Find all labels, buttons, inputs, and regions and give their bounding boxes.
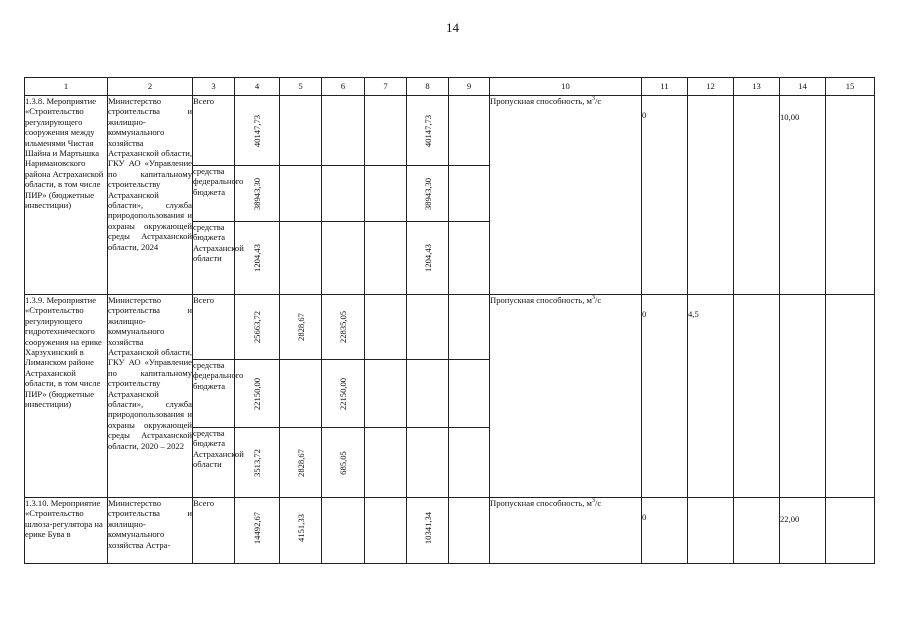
executor-cell: Министерство строительства и жилищно-коммунального хозяйства Астраханской области, ГКУ АО «Управление по капитальному строительству Астраханской области», служба природопользования и охраны окружающей среды Астраханской области, 2020 – 2022 <box>108 295 193 498</box>
value-cell: 38943,30 <box>251 177 262 210</box>
col-header: 8 <box>407 78 449 96</box>
value-cell: 2828,67 <box>295 313 306 341</box>
col-header: 5 <box>280 78 322 96</box>
value-cell: 22835,05 <box>337 310 348 344</box>
value-cell: 1204,43 <box>251 244 262 272</box>
indicator-cell: Пропускная способность, $м^3/с$ <box>490 295 642 498</box>
value-cell: 22150,00 <box>337 377 348 410</box>
col-header: 2 <box>108 78 193 96</box>
col11-cell: 0 <box>642 96 688 295</box>
col14-cell: 22,00 <box>780 498 826 564</box>
source-cell: Всего <box>193 96 235 166</box>
source-cell: средства бюджета Астраханской области <box>193 428 235 498</box>
header-row <box>25 78 875 96</box>
col14-cell: 10,00 <box>780 96 826 295</box>
col-header: 9 <box>449 78 490 96</box>
col-header: 6 <box>322 78 365 96</box>
funding-table <box>24 77 875 564</box>
activity-cell: 1.3.9. Мероприятие «Строительство регулирующего гидротехнического сооружения на ерике Харзухинский в Лиманском районе Астраханской области, в том числе ПИР» (бюджетные инвестиции) <box>25 295 108 498</box>
indicator-cell: Пропускная способность, $м^3/с$ <box>490 498 642 564</box>
col-header: 15 <box>826 78 875 96</box>
executor-cell: Министерство строительства и жилищно-коммунального хозяйства Астра- <box>108 498 193 564</box>
page-number: 14 <box>446 20 459 35</box>
col12-cell: 4,5 <box>688 295 734 498</box>
col14-cell <box>780 295 826 498</box>
col-header: 7 <box>365 78 407 96</box>
col11-cell: 0 <box>642 295 688 498</box>
value-cell: 40147,73 <box>422 114 433 147</box>
col-header: 1 <box>25 78 108 96</box>
value-cell: 38943,30 <box>422 177 433 210</box>
col-header: 10 <box>490 78 642 96</box>
col12-cell <box>688 498 734 564</box>
value-cell: 685,05 <box>337 450 348 475</box>
source-cell: средства федерального бюджета <box>193 166 235 222</box>
value-cell: 3513,72 <box>251 448 262 477</box>
source-cell: Всего <box>193 498 235 564</box>
col-header: 11 <box>642 78 688 96</box>
col11-cell: 0 <box>642 498 688 564</box>
indicator-cell: Пропускная способность, $м^3/с$ <box>490 96 642 295</box>
col-header: 3 <box>193 78 235 96</box>
value-cell: 4151,33 <box>295 514 306 542</box>
table-row <box>25 498 875 564</box>
source-cell: средства бюджета Астраханской области <box>193 222 235 295</box>
col-header: 12 <box>688 78 734 96</box>
table-row <box>25 96 875 166</box>
value-cell: 2828,67 <box>295 448 306 477</box>
col-header: 14 <box>780 78 826 96</box>
col12-cell <box>688 96 734 295</box>
value-cell: 22150,00 <box>251 377 262 410</box>
value-cell: 14492,67 <box>251 511 262 545</box>
source-cell: средства федерального бюджета <box>193 360 235 428</box>
activity-cell: 1.3.8. Мероприятие «Строительство регулирующего сооружения между ильменями Чистая Шайна и Мартышка Наримановского района Астраханской области, в том числе ПИР» (бюджетные инвестиции) <box>25 96 108 295</box>
source-cell: Всего <box>193 295 235 360</box>
value-cell: 40147,73 <box>251 114 262 147</box>
executor-cell: Министерство строительства и жилищно-коммунального хозяйства Астраханской области, ГКУ АО «Управление по капитальному строительству Астраханской области», служба природопользования и охраны окружающей среды Астраханской области, 2024 <box>108 96 193 295</box>
value-cell: 1204,43 <box>422 244 433 272</box>
activity-cell: 1.3.10. Мероприятие «Строительство шлюза-регулятора на ерике Бува в <box>25 498 108 564</box>
value-cell: 10341,34 <box>422 511 433 545</box>
col-header: 4 <box>235 78 280 96</box>
value-cell: 25663,72 <box>251 310 262 344</box>
table-row <box>25 295 875 360</box>
col-header: 13 <box>734 78 780 96</box>
